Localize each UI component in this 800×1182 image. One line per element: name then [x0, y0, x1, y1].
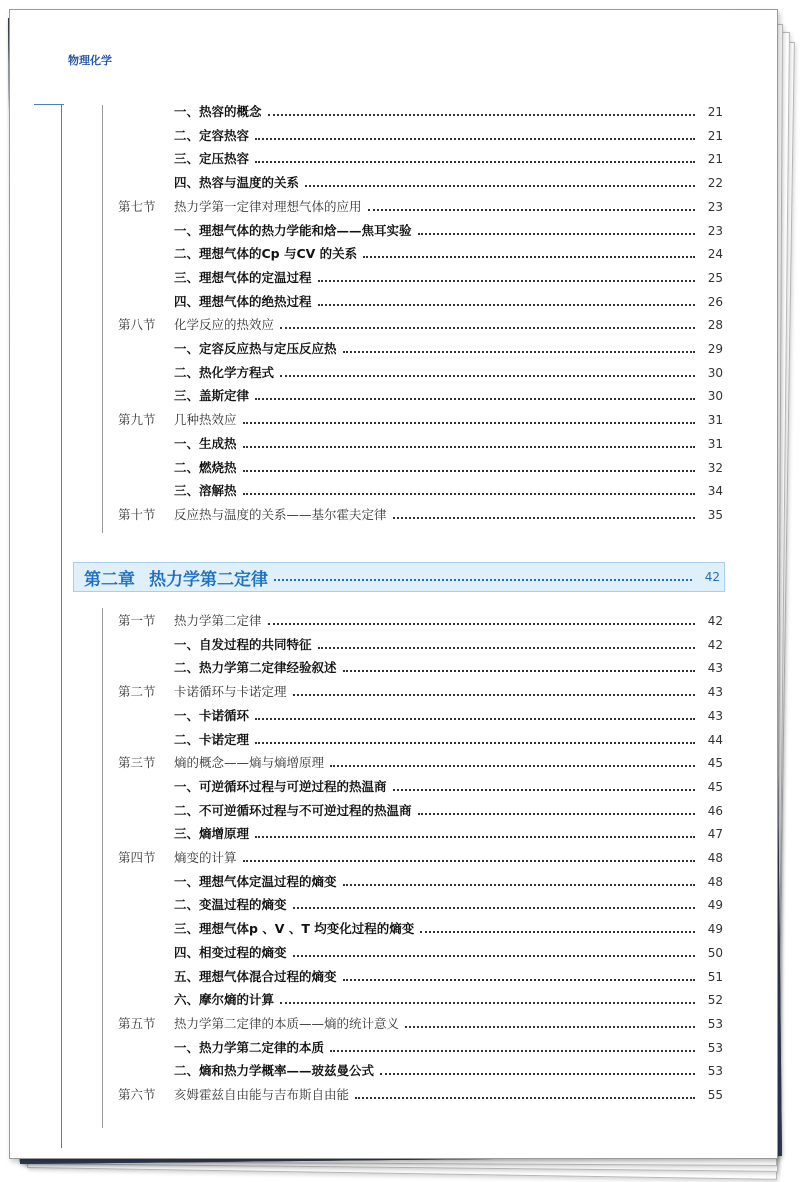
leader-dots — [280, 363, 695, 377]
entry-title: 一、可逆循环过程与可逆过程的热温商 — [174, 778, 387, 794]
page-number: 43 — [707, 708, 723, 723]
leader-dots — [255, 386, 695, 400]
entry-title: 三、理想气体的定温过程 — [174, 269, 312, 285]
toc-entry-row[interactable] — [174, 244, 723, 264]
entry-title: 四、热容与温度的关系 — [174, 175, 300, 191]
entry-title: 热力学第一定律对理想气体的应用 — [174, 198, 362, 214]
leader-dots — [330, 1038, 695, 1052]
entry-title: 五、理想气体混合过程的熵变 — [174, 968, 337, 984]
page-number: 42 — [707, 637, 723, 652]
entry-title: 二、定容热容 — [174, 127, 250, 143]
page-number: 21 — [707, 152, 723, 167]
page-number: 43 — [707, 685, 723, 700]
section-number: 第十节 — [118, 506, 156, 522]
page-number: 48 — [707, 851, 723, 865]
leader-dots — [255, 824, 695, 838]
entry-title: 热力学第二定律 — [174, 613, 262, 628]
toc-entry-row[interactable] — [174, 658, 723, 678]
leader-dots — [405, 1014, 695, 1028]
page-number: 23 — [707, 223, 723, 238]
toc-entry-row[interactable] — [174, 895, 723, 915]
entry-title: 一、热力学第二定律的本质 — [174, 1039, 325, 1055]
page-number: 52 — [707, 993, 723, 1008]
leader-dots — [293, 682, 695, 696]
entry-title: 一、自发过程的共同特征 — [174, 636, 312, 652]
entry-title: 二、热力学第二定律经验叙述 — [174, 660, 337, 676]
entry-title: 二、熵和热力学概率——玻兹曼公式 — [174, 1063, 375, 1079]
toc-entry-row[interactable] — [174, 339, 723, 359]
page-number: 45 — [707, 756, 723, 771]
leader-dots — [355, 1085, 695, 1099]
page-number: 42 — [707, 614, 723, 628]
page-number: 31 — [707, 436, 723, 451]
entry-title: 二、燃烧热 — [174, 459, 237, 475]
page-number: 30 — [707, 365, 723, 380]
toc-entry-row[interactable] — [174, 990, 723, 1010]
page-number: 55 — [707, 1088, 723, 1102]
entry-title: 卡诺循环与卡诺定理 — [174, 684, 287, 700]
chapter-heading[interactable] — [73, 562, 725, 592]
leader-dots — [418, 221, 695, 235]
toc-entry-row[interactable] — [174, 126, 723, 146]
leader-dots — [343, 872, 695, 886]
leader-dots — [420, 919, 695, 933]
leader-dots — [318, 635, 695, 649]
page-number: 53 — [707, 1040, 723, 1055]
toc-section-row[interactable] — [118, 410, 723, 430]
leader-dots — [268, 611, 695, 625]
leader-dots — [380, 1061, 695, 1075]
page-number: 26 — [707, 294, 723, 309]
leader-dots — [343, 967, 695, 981]
chapter-number: 第二章 — [84, 569, 135, 590]
entry-title: 一、生成热 — [174, 435, 237, 451]
toc-section-row[interactable] — [118, 848, 723, 868]
leader-dots — [243, 848, 695, 862]
entry-title: 反应热与温度的关系——基尔霍夫定律 — [174, 506, 387, 522]
entry-title: 化学反应的热效应 — [174, 317, 275, 333]
leader-dots — [243, 434, 695, 448]
entry-title: 三、定压热容 — [174, 151, 250, 167]
toc-entry-row[interactable] — [174, 1038, 723, 1058]
page-number: 23 — [707, 199, 723, 214]
page-number: 47 — [707, 827, 723, 842]
leader-dots — [255, 706, 695, 720]
leader-dots — [305, 173, 695, 187]
entry-title: 二、热化学方程式 — [174, 364, 275, 380]
toc-entry-row[interactable] — [174, 363, 723, 383]
leader-dots — [293, 895, 695, 909]
chapter-page-number: 42 — [704, 570, 720, 584]
toc-entry-row[interactable] — [174, 730, 723, 750]
section-number: 第二节 — [118, 684, 156, 700]
toc-entry-row[interactable] — [174, 292, 723, 312]
entry-title: 二、变温过程的熵变 — [174, 897, 287, 913]
leader-dots — [343, 339, 695, 353]
page-number: 51 — [707, 969, 723, 984]
page-number: 28 — [707, 318, 723, 333]
entry-title: 六、摩尔熵的计算 — [174, 992, 275, 1008]
leader-dots — [255, 126, 695, 140]
page-number: 25 — [707, 270, 723, 285]
entry-title: 一、热容的概念 — [174, 104, 262, 119]
toc-section-row[interactable] — [118, 1014, 723, 1034]
entry-title: 几种热效应 — [174, 412, 237, 428]
toc-entry-row[interactable] — [174, 777, 723, 797]
toc-section-row[interactable] — [118, 197, 723, 217]
toc-entry-row[interactable] — [174, 102, 723, 122]
leader-dots — [280, 315, 695, 329]
leader-dots — [293, 943, 695, 957]
page-number: 22 — [707, 176, 723, 191]
section-rule — [102, 608, 103, 1128]
entry-title: 三、盖斯定律 — [174, 388, 250, 404]
left-margin-rule — [61, 104, 62, 1148]
entry-title: 二、理想气体的Cp 与CV 的关系 — [174, 246, 358, 262]
toc-entry-row[interactable] — [174, 824, 723, 844]
entry-title: 一、理想气体的热力学能和焓——焦耳实验 — [174, 222, 412, 238]
page-number: 34 — [707, 484, 723, 499]
section-number: 第六节 — [118, 1087, 156, 1102]
toc-entry-row[interactable] — [174, 434, 723, 454]
toc-section-row[interactable] — [118, 505, 723, 525]
leader-dots — [243, 458, 695, 472]
section-number: 第七节 — [118, 198, 156, 214]
entry-title: 热力学第二定律的本质——熵的统计意义 — [174, 1015, 400, 1031]
entry-title: 一、理想气体定温过程的熵变 — [174, 873, 337, 889]
chapter-title: 热力学第二定律 — [149, 569, 268, 590]
leader-dots — [255, 149, 695, 163]
toc-entry-row[interactable] — [174, 173, 723, 193]
leader-dots — [268, 102, 695, 116]
toc-entry-row[interactable] — [174, 801, 723, 821]
page-number: 29 — [707, 342, 723, 356]
toc-entry-row[interactable] — [174, 919, 723, 939]
page-number: 53 — [707, 1064, 723, 1079]
leader-dots — [330, 753, 695, 767]
page-number: 30 — [707, 389, 723, 404]
leader-dots — [318, 268, 695, 282]
entry-title: 亥姆霍兹自由能与吉布斯自由能 — [174, 1087, 350, 1102]
toc-section-row[interactable] — [118, 611, 723, 631]
entry-title: 一、定容反应热与定压反应热 — [174, 341, 337, 356]
leader-dots — [243, 410, 695, 424]
entry-title: 四、理想气体的绝热过程 — [174, 293, 312, 309]
page-number: 35 — [707, 507, 723, 522]
toc-entry-row[interactable] — [174, 221, 723, 241]
entry-title: 熵的概念——熵与熵增原理 — [174, 755, 325, 771]
section-number: 第三节 — [118, 755, 156, 771]
leader-dots — [280, 990, 695, 1004]
margin-marker — [34, 104, 64, 105]
page-number: 46 — [707, 803, 723, 818]
page-number: 21 — [707, 105, 723, 119]
page-number: 48 — [707, 874, 723, 889]
toc-entry-row[interactable] — [174, 967, 723, 987]
page-number: 53 — [707, 1016, 723, 1031]
toc-entry-row[interactable] — [174, 268, 723, 288]
toc-page — [9, 9, 778, 1159]
leader-dots — [255, 730, 695, 744]
toc-entry-row[interactable] — [174, 706, 723, 726]
page-number: 50 — [707, 945, 723, 960]
entry-title: 熵变的计算 — [174, 850, 237, 865]
leader-dots — [368, 197, 695, 211]
entry-title: 三、熵增原理 — [174, 826, 250, 842]
leader-dots — [274, 567, 692, 581]
section-number: 第一节 — [118, 613, 156, 628]
toc-section-row[interactable] — [118, 315, 723, 335]
leader-dots — [363, 244, 695, 258]
toc-section-row[interactable] — [118, 753, 723, 773]
toc-entry-row[interactable] — [174, 872, 723, 892]
leader-dots — [393, 505, 695, 519]
entry-title: 四、相变过程的熵变 — [174, 944, 287, 960]
entry-title: 三、理想气体p 、V 、T 均变化过程的熵变 — [174, 921, 415, 937]
toc-entry-row[interactable] — [174, 481, 723, 501]
leader-dots — [318, 292, 695, 306]
toc-entry-row[interactable] — [174, 635, 723, 655]
entry-title: 一、卡诺循环 — [174, 707, 250, 723]
entry-title: 二、卡诺定理 — [174, 731, 250, 747]
page-number: 31 — [707, 413, 723, 428]
entry-title: 三、溶解热 — [174, 483, 237, 499]
toc-entry-row[interactable] — [174, 149, 723, 169]
running-title: 物理化学 — [68, 54, 112, 67]
leader-dots — [418, 801, 695, 815]
section-number: 第八节 — [118, 317, 156, 333]
toc-section-row[interactable] — [118, 682, 723, 702]
section-number: 第五节 — [118, 1015, 156, 1031]
page-number: 21 — [707, 128, 723, 143]
toc-entry-row[interactable] — [174, 943, 723, 963]
page-number: 49 — [707, 922, 723, 937]
leader-dots — [393, 777, 695, 791]
entry-title: 二、不可逆循环过程与不可逆过程的热温商 — [174, 802, 412, 818]
toc-entry-row[interactable] — [174, 1061, 723, 1081]
page-number: 44 — [707, 732, 723, 747]
page-number: 43 — [707, 661, 723, 676]
section-number: 第四节 — [118, 850, 156, 865]
leader-dots — [343, 658, 695, 672]
section-number: 第九节 — [118, 412, 156, 428]
page-number: 24 — [707, 247, 723, 262]
page-number: 49 — [707, 898, 723, 913]
leader-dots — [243, 481, 695, 495]
page-number: 45 — [707, 779, 723, 794]
section-rule — [102, 105, 103, 533]
toc-entry-row[interactable] — [174, 386, 723, 406]
toc-entry-row[interactable] — [174, 458, 723, 478]
toc-section-row[interactable] — [118, 1085, 723, 1105]
page-number: 32 — [707, 460, 723, 475]
